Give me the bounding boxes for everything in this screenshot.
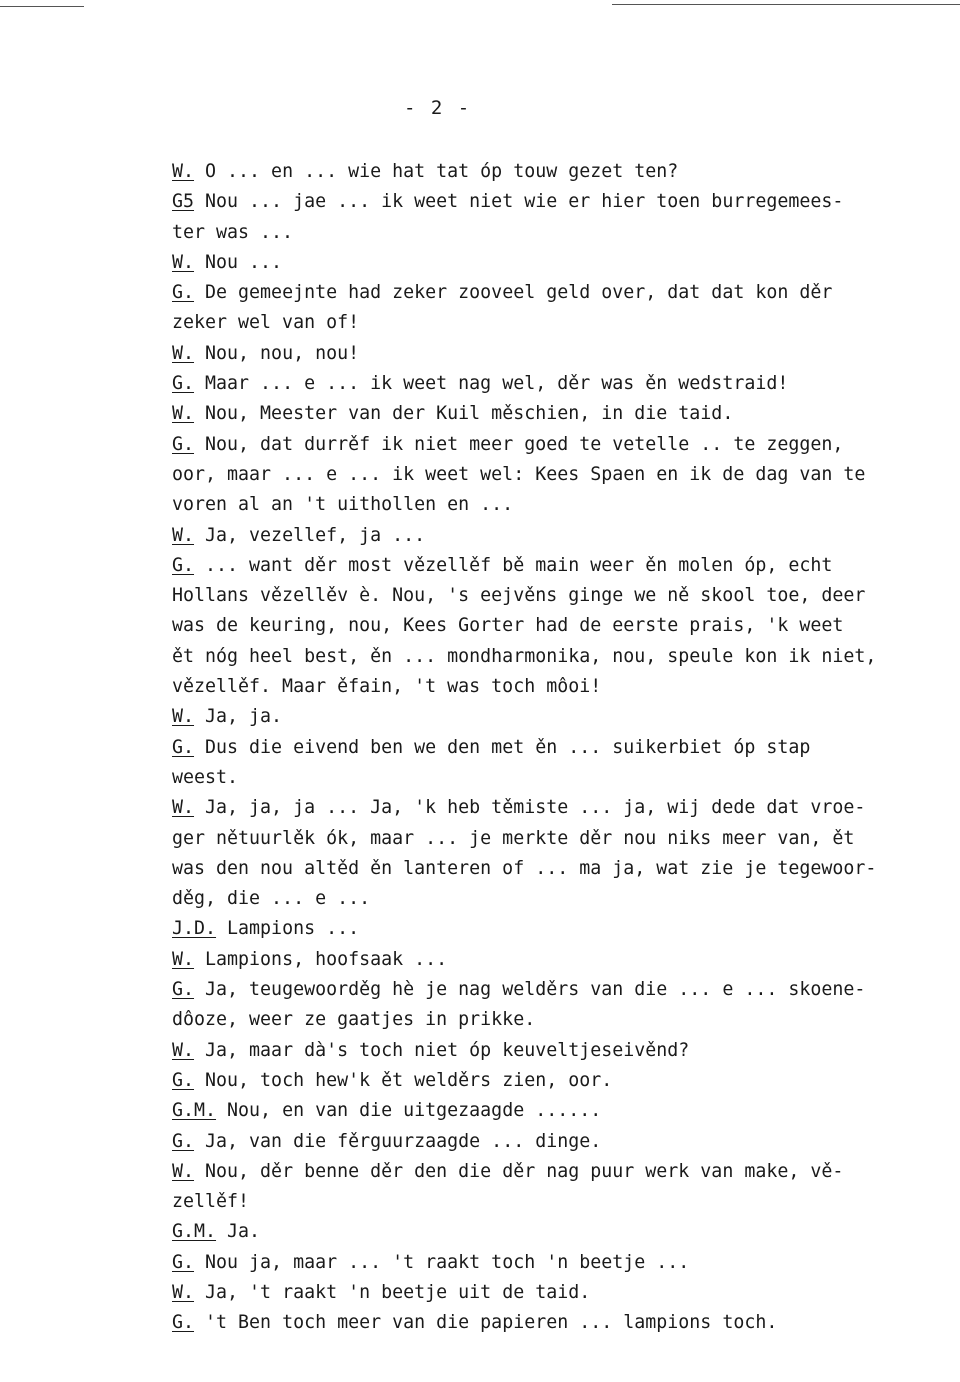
speaker-label: W. <box>172 403 195 425</box>
speaker-label: G. <box>172 373 195 395</box>
speech-text: was de keuring, nou, Kees Gorter had de eerste prais, 'k weet <box>172 615 844 637</box>
speech-text: Nou, děr benne děr den die děr nag puur werk van make, vě- <box>194 1160 844 1182</box>
speech-text: Lampions, hoofsaak ... <box>194 948 448 970</box>
speaker-label: W. <box>172 706 195 728</box>
speech-text: Dus die eivend ben we den met ěn ... suikerbiet óp stap <box>194 736 811 758</box>
speech-text: Ja, van die fěrguurzaagde ... dinge. <box>194 1130 602 1152</box>
speech-text: voren al an 't uithollen en ... <box>172 494 514 516</box>
transcript-line <box>172 1127 960 1157</box>
speech-text: Nou, dat durrěf ik niet meer goed te vetelle .. te zeggen, <box>194 433 844 455</box>
transcript-line <box>172 218 960 248</box>
speech-text: Ja, maar dà's toch niet óp keuveltjeseivěnd? <box>194 1039 690 1061</box>
speech-text: Ja, teugewoorděg hè je nag welděrs van die ... e ... skoene- <box>194 979 866 1001</box>
page-number: - 2 - <box>404 97 472 119</box>
transcript <box>172 157 960 1339</box>
speaker-label: W. <box>172 342 195 364</box>
transcript-line <box>172 581 960 611</box>
speaker-label: G.M. <box>172 1221 217 1243</box>
speaker-label: W. <box>172 948 195 970</box>
speech-text: dôoze, weer ze gaatjes in prikke. <box>172 1009 536 1031</box>
transcript-line <box>172 399 960 429</box>
speaker-label: G. <box>172 1130 195 1152</box>
transcript-line <box>172 369 960 399</box>
speech-text: Hollans vězellěv è. Nou, 's eejvěns ginge we ně skool toe, deer <box>172 585 866 607</box>
speaker-label: G. <box>172 1251 195 1273</box>
transcript-line <box>172 672 960 702</box>
transcript-line <box>172 1248 960 1278</box>
transcript-line <box>172 157 960 187</box>
speaker-label: G. <box>172 1069 195 1091</box>
speaker-label: W. <box>172 1160 195 1182</box>
speech-text: Nou, Meester van der Kuil měschien, in die taid. <box>194 403 734 425</box>
speech-text: ter was ... <box>172 221 294 243</box>
speaker-label: G. <box>172 433 195 455</box>
speech-text: Ja, ja. <box>194 706 283 728</box>
speaker-label: G. <box>172 979 195 1001</box>
speech-text: ... want děr most vězellěf bě main weer ěn molen óp, echt <box>194 554 833 576</box>
speaker-label: W. <box>172 251 195 273</box>
speech-text: Ja, ja, ja ... Ja, 'k heb těmiste ... ja, wij dede dat vroe- <box>194 797 866 819</box>
speaker-label: W. <box>172 524 195 546</box>
speech-text: ger nětuurlěk ók, maar ... je merkte děr nou niks meer van, ět <box>172 827 855 849</box>
speaker-label: G5 <box>172 191 195 213</box>
transcript-line <box>172 1278 960 1308</box>
speech-text: Ja, 't raakt 'n beetje uit de taid. <box>194 1281 591 1303</box>
speech-text: De gemeejnte had zeker zooveel geld over, dat dat kon děr <box>194 282 833 304</box>
transcript-line <box>172 278 960 308</box>
transcript-line <box>172 824 960 854</box>
speech-text: oor, maar ... e ... ik weet wel: Kees Spaen en ik de dag van te <box>172 463 866 485</box>
speech-text: Nou, en van die uitgezaagde ...... <box>216 1100 602 1122</box>
transcript-line <box>172 248 960 278</box>
speech-text: Nou ... <box>194 251 283 273</box>
transcript-line <box>172 611 960 641</box>
transcript-line <box>172 460 960 490</box>
speaker-label: G. <box>172 736 195 758</box>
speaker-label: J.D. <box>172 918 217 940</box>
transcript-line <box>172 884 960 914</box>
transcript-line <box>172 854 960 884</box>
transcript-line <box>172 1036 960 1066</box>
transcript-line <box>172 187 960 217</box>
speaker-label: W. <box>172 1281 195 1303</box>
transcript-line <box>172 1066 960 1096</box>
transcript-line <box>172 1005 960 1035</box>
speech-text: děg, die ... e ... <box>172 888 371 910</box>
transcript-line <box>172 1096 960 1126</box>
speaker-label: G. <box>172 554 195 576</box>
transcript-line <box>172 642 960 672</box>
speech-text: Nou, nou, nou! <box>194 342 360 364</box>
transcript-line <box>172 308 960 338</box>
speaker-label: G. <box>172 282 195 304</box>
transcript-line <box>172 1157 960 1187</box>
speech-text: was den nou altěd ěn lanteren of ... ma ja, wat zie je tegewoor- <box>172 857 877 879</box>
transcript-line <box>172 490 960 520</box>
transcript-line <box>172 702 960 732</box>
speech-text: ět nóg heel best, ěn ... mondharmonika, nou, speule kon ik niet, <box>172 645 877 667</box>
speech-text: zeker wel van of! <box>172 312 360 334</box>
speaker-label: W. <box>172 797 195 819</box>
transcript-line <box>172 793 960 823</box>
transcript-line <box>172 521 960 551</box>
transcript-line <box>172 945 960 975</box>
speech-text: vězellěf. Maar ěfain, 't was toch môoi! <box>172 676 602 698</box>
top-left-edge-line <box>0 6 84 7</box>
speech-text: Ja. <box>216 1221 261 1243</box>
transcript-line <box>172 339 960 369</box>
speech-text: Nou ja, maar ... 't raakt toch 'n beetje ... <box>194 1251 690 1273</box>
transcript-line <box>172 914 960 944</box>
speech-text: Nou ... jae ... ik weet niet wie er hier toen burregemees- <box>194 191 844 213</box>
top-right-edge-line <box>612 4 960 5</box>
speech-text: weest. <box>172 766 239 788</box>
speech-text: 't Ben toch meer van die papieren ... lampions toch. <box>194 1312 778 1334</box>
transcript-line <box>172 551 960 581</box>
speaker-label: G.M. <box>172 1100 217 1122</box>
transcript-line <box>172 1187 960 1217</box>
speech-text: zellěf! <box>172 1191 250 1213</box>
speech-text: Nou, toch hew'k ět welděrs zien, oor. <box>194 1069 613 1091</box>
speech-text: Maar ... e ... ik weet nag wel, děr was ěn wedstraid! <box>194 373 789 395</box>
speaker-label: W. <box>172 1039 195 1061</box>
transcript-line <box>172 733 960 763</box>
speech-text: O ... en ... wie hat tat óp touw gezet ten? <box>194 161 679 182</box>
speaker-label: G. <box>172 1312 195 1334</box>
transcript-line <box>172 763 960 793</box>
speech-text: Ja, vezellef, ja ... <box>194 524 426 546</box>
speech-text: Lampions ... <box>216 918 360 940</box>
speaker-label: W. <box>172 161 195 182</box>
transcript-line <box>172 1308 960 1338</box>
transcript-line <box>172 430 960 460</box>
transcript-line <box>172 1217 960 1247</box>
transcript-line <box>172 975 960 1005</box>
